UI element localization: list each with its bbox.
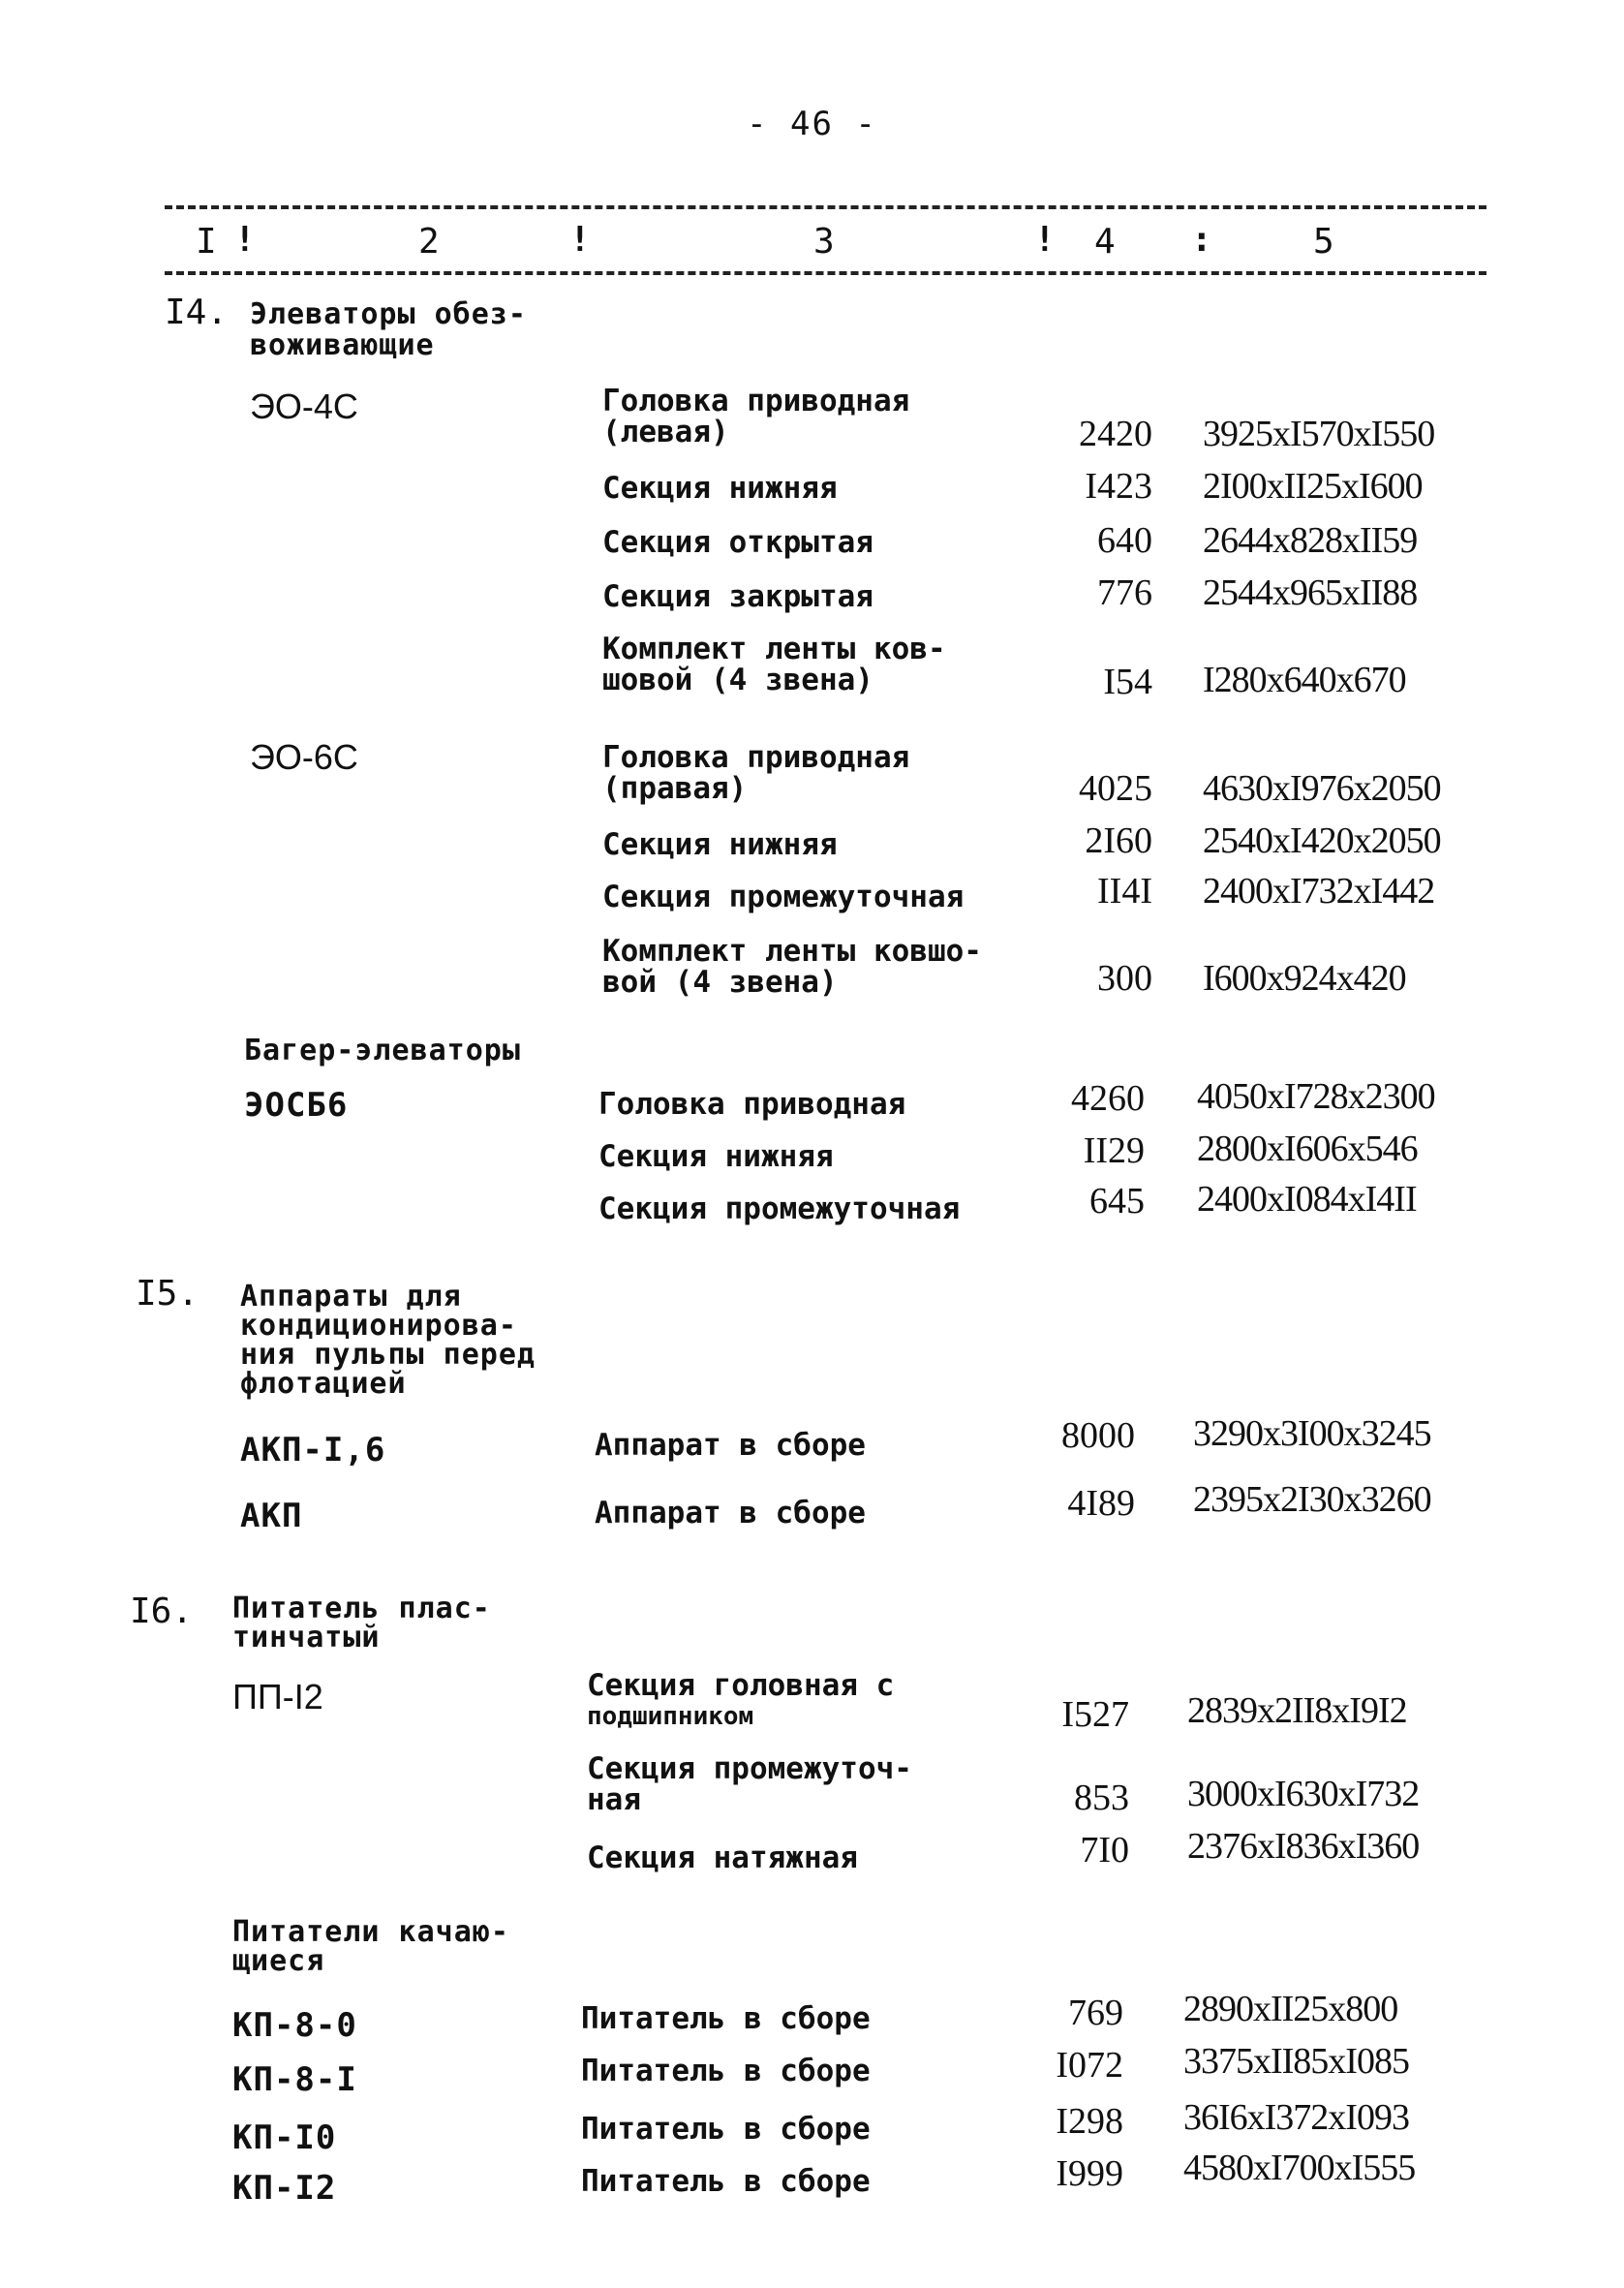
part-mass: 2I60 bbox=[1085, 820, 1152, 861]
part-dimensions: 4580xI700xI555 bbox=[1183, 2148, 1416, 2188]
part-description: подшипником bbox=[587, 1702, 754, 1731]
section-title: ния пульпы перед bbox=[240, 1338, 536, 1372]
part-dimensions: 4050xI728x2300 bbox=[1197, 1076, 1435, 1117]
part-description: Питатель в сборе bbox=[581, 2112, 871, 2147]
part-mass: 8000 bbox=[1061, 1415, 1135, 1456]
part-mass: 640 bbox=[1097, 520, 1152, 561]
section-title: воживающие bbox=[250, 328, 435, 362]
header-separator: ! bbox=[1034, 220, 1056, 260]
part-description: Секция нижняя bbox=[602, 471, 838, 506]
part-description: Комплект ленты ков- bbox=[602, 632, 946, 666]
part-mass: II29 bbox=[1083, 1130, 1145, 1171]
table-header bbox=[165, 205, 1486, 275]
equipment-model: АКП-I,6 bbox=[240, 1431, 386, 1469]
part-mass: 4260 bbox=[1071, 1078, 1145, 1119]
part-description: шовой (4 звена) bbox=[602, 663, 873, 697]
equipment-model: КП-I0 bbox=[232, 2118, 337, 2157]
part-description: Комплект ленты ковшо- bbox=[602, 934, 982, 969]
part-mass: 300 bbox=[1097, 958, 1152, 999]
section-title: флотацией bbox=[240, 1367, 407, 1401]
part-dimensions: 2400xI084xI4II bbox=[1197, 1179, 1417, 1220]
equipment-model: АКП bbox=[240, 1497, 303, 1535]
part-mass: I072 bbox=[1056, 2045, 1123, 2086]
part-description: Секция промежуточ- bbox=[587, 1751, 912, 1786]
part-dimensions: 2395x2I30x3260 bbox=[1193, 1479, 1431, 1520]
group-subtitle: Багер-элеваторы bbox=[244, 1034, 521, 1067]
part-dimensions: 2800xI606x546 bbox=[1197, 1129, 1418, 1169]
section-number: I6. bbox=[130, 1592, 194, 1631]
header-col-5: 5 bbox=[1313, 222, 1334, 262]
part-description: Секция промежуточная bbox=[602, 880, 965, 914]
part-mass: I423 bbox=[1085, 466, 1152, 507]
header-separator: ! bbox=[569, 220, 591, 260]
section-title: Элеваторы обез- bbox=[250, 297, 527, 331]
part-description: Аппарат в сборе bbox=[595, 1496, 866, 1530]
part-mass: 769 bbox=[1068, 1993, 1123, 2033]
part-dimensions: 2544x965xII88 bbox=[1203, 572, 1418, 613]
section-title: тинчатый bbox=[232, 1621, 381, 1654]
equipment-model: КП-8-I bbox=[232, 2060, 357, 2099]
part-description: ная bbox=[587, 1782, 641, 1817]
part-dimensions: I280x640x670 bbox=[1203, 660, 1406, 700]
group-subtitle: щиеся bbox=[232, 1944, 325, 1978]
part-dimensions: 2839x2II8xI9I2 bbox=[1187, 1690, 1407, 1731]
part-description: Питатель в сборе bbox=[581, 2001, 871, 2036]
section-title: Аппараты для bbox=[240, 1280, 462, 1314]
equipment-model: КП-I2 bbox=[232, 2169, 337, 2208]
equipment-model: КП-8-0 bbox=[232, 2006, 357, 2045]
part-dimensions: 3925xI570xI550 bbox=[1203, 414, 1435, 454]
header-col-1: I bbox=[196, 222, 217, 262]
part-description: (левая) bbox=[602, 415, 729, 449]
part-dimensions: 2540xI420x2050 bbox=[1203, 820, 1441, 861]
part-dimensions: 2376xI836xI360 bbox=[1187, 1826, 1420, 1867]
part-dimensions: 2I00xII25xI600 bbox=[1203, 466, 1423, 507]
part-mass: II4I bbox=[1097, 871, 1152, 912]
part-description: Секция нижняя bbox=[602, 827, 838, 862]
section-title: кондиционирова- bbox=[240, 1309, 517, 1343]
part-mass: 4I89 bbox=[1067, 1483, 1135, 1524]
section-title: Питатель плас- bbox=[232, 1592, 491, 1625]
part-mass: 7I0 bbox=[1080, 1830, 1129, 1871]
part-mass: 2420 bbox=[1079, 414, 1152, 454]
part-description: Головка приводная bbox=[602, 384, 910, 418]
part-mass: 853 bbox=[1074, 1778, 1129, 1818]
equipment-model: ЭО-4С bbox=[250, 386, 358, 426]
page-number: - 46 - bbox=[747, 105, 877, 143]
part-dimensions: 3000xI630xI732 bbox=[1187, 1774, 1420, 1814]
part-mass: 645 bbox=[1089, 1181, 1145, 1221]
group-subtitle: Питатели качаю- bbox=[232, 1915, 509, 1949]
header-separator: ! bbox=[234, 220, 256, 260]
part-mass: 4025 bbox=[1079, 768, 1152, 809]
header-col-2: 2 bbox=[418, 222, 440, 262]
part-mass: I999 bbox=[1056, 2153, 1123, 2194]
part-dimensions: I600x924x420 bbox=[1203, 958, 1406, 999]
part-mass: I298 bbox=[1056, 2101, 1123, 2142]
header-col-4: 4 bbox=[1094, 222, 1116, 262]
part-description: вой (4 звена) bbox=[602, 965, 838, 1000]
equipment-model: ПП-I2 bbox=[232, 1677, 323, 1716]
part-description: Головка приводная bbox=[602, 740, 910, 775]
part-description: Головка приводная bbox=[598, 1087, 906, 1122]
part-mass: I527 bbox=[1061, 1694, 1129, 1735]
part-dimensions: 2644x828xII59 bbox=[1203, 520, 1418, 561]
section-number: I4. bbox=[165, 293, 229, 332]
part-mass: 776 bbox=[1097, 572, 1152, 613]
part-dimensions: 2890xII25x800 bbox=[1183, 1989, 1398, 2029]
section-number: I5. bbox=[136, 1274, 199, 1314]
part-dimensions: 2400xI732xI442 bbox=[1203, 871, 1435, 912]
part-mass: I54 bbox=[1103, 662, 1152, 702]
part-description: Секция открытая bbox=[602, 525, 873, 560]
part-dimensions: 4630xI976x2050 bbox=[1203, 768, 1441, 809]
part-dimensions: 3290x3I00x3245 bbox=[1193, 1413, 1431, 1454]
part-dimensions: 3375xII85xI085 bbox=[1183, 2041, 1409, 2082]
header-separator: : bbox=[1191, 220, 1212, 260]
part-dimensions: 36I6xI372xI093 bbox=[1183, 2097, 1409, 2138]
part-description: Питатель в сборе bbox=[581, 2054, 871, 2088]
header-col-3: 3 bbox=[813, 222, 835, 262]
part-description: Секция закрытая bbox=[602, 579, 873, 614]
part-description: Секция головная с bbox=[587, 1668, 895, 1703]
part-description: Секция натяжная bbox=[587, 1840, 858, 1875]
equipment-model: ЭО-6С bbox=[250, 737, 358, 777]
part-description: (правая) bbox=[602, 771, 748, 806]
part-description: Секция промежуточная bbox=[598, 1191, 961, 1226]
part-description: Питатель в сборе bbox=[581, 2164, 871, 2199]
equipment-model: ЭОСБ6 bbox=[244, 1086, 349, 1125]
part-description: Секция нижняя bbox=[598, 1139, 834, 1174]
part-description: Аппарат в сборе bbox=[595, 1428, 866, 1463]
